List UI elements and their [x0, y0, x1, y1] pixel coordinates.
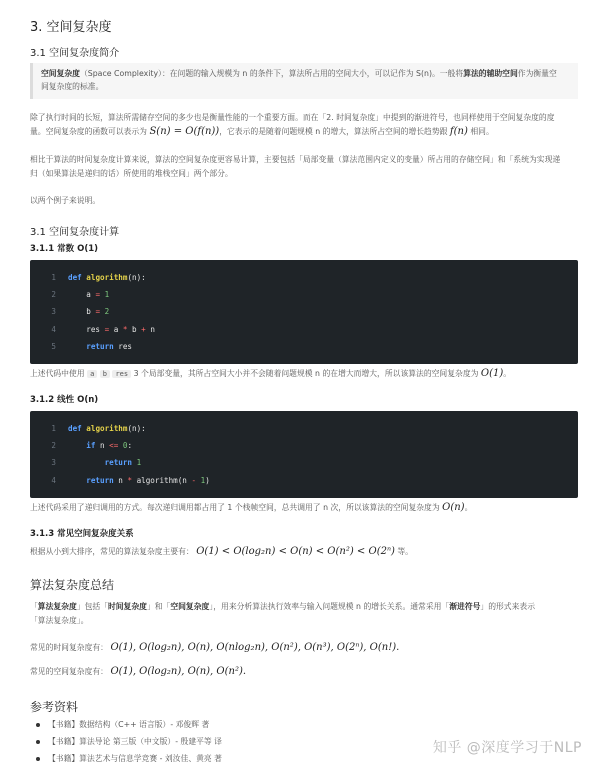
- code-token: +: [141, 324, 146, 334]
- reference-text: 【书籍】数据结构（C++ 语言版）- 邓俊辉 著: [48, 720, 210, 729]
- code-line: [30, 338, 578, 355]
- space-complexity-list: [30, 665, 246, 679]
- code-token: return: [68, 458, 133, 468]
- summary-title: 算法复杂度总结: [30, 578, 115, 592]
- paragraph: [30, 545, 413, 559]
- code-token: 1: [196, 475, 206, 485]
- code-token: if: [68, 441, 96, 451]
- code-token: <=: [109, 441, 119, 451]
- code-token: 1: [100, 290, 110, 300]
- summary-line2: 「算法复杂度」。: [30, 616, 89, 625]
- bullet-icon: [36, 757, 40, 761]
- line-number: 2: [51, 290, 56, 300]
- p1-math2: f(n): [449, 126, 468, 137]
- code-token: algorithm: [86, 424, 128, 433]
- code-block: [30, 260, 578, 364]
- p2-line2: 归（如果算法是递归的话）所使用的堆栈空间」两个部分。: [30, 169, 233, 178]
- line-number: 4: [51, 475, 56, 485]
- quote-end: 作为衡量空: [517, 69, 557, 78]
- bullet-icon: [36, 740, 40, 744]
- code-token: ): [205, 475, 210, 485]
- line-number: 3: [51, 458, 56, 468]
- line-number: 5: [51, 341, 56, 351]
- section-title: 3. 空间复杂度: [30, 20, 112, 35]
- code-token: def: [68, 273, 87, 282]
- p1-line2: [30, 125, 590, 139]
- code-line: [30, 269, 578, 286]
- code-line: [30, 454, 578, 471]
- code-token: a: [109, 324, 123, 334]
- list-item: [36, 752, 222, 769]
- bold-term: 空间复杂度: [170, 602, 210, 611]
- code-line: [30, 286, 578, 303]
- line-number: 1: [51, 273, 56, 282]
- time-complexity-list: [30, 641, 399, 655]
- bold-term: 渐进符号: [449, 602, 481, 611]
- code-token: 1: [132, 458, 142, 468]
- code-line: [30, 437, 578, 454]
- p1-d: 相同。: [470, 127, 494, 136]
- quote-en: （Space Complexity）: [79, 69, 162, 78]
- p1-math: S(n) = O(f(n)): [149, 126, 220, 137]
- code-token: (n):: [127, 273, 146, 282]
- inline-code: res: [112, 370, 131, 378]
- text: 「: [30, 602, 38, 611]
- quote-term: 空间复杂度: [41, 69, 80, 78]
- line-number: 1: [51, 424, 56, 433]
- paragraph: 上述代码采用了递归调用的方式。每次递归调用都占用了 1 个栈帧空间，总共调用了 n 次，所以该算法的空间复杂度为 O(n)。: [30, 502, 473, 513]
- time-math: O(1), O(log₂n), O(n), O(nlog₂n), O(n²), O(n³), O(2ⁿ), O(n!).: [110, 642, 400, 653]
- code-token: *: [122, 324, 128, 334]
- code-token: n: [95, 441, 110, 451]
- bold-term: 算法复杂度: [37, 602, 77, 611]
- code-token: :: [127, 441, 133, 451]
- paragraph: 以两个例子来说明。: [30, 196, 101, 205]
- paragraph: [30, 111, 590, 139]
- code-line: [30, 303, 578, 320]
- code-block: [30, 411, 578, 498]
- code-token: (n):: [127, 424, 146, 433]
- subsection-title: 3.1 空间复杂度简介: [30, 48, 120, 59]
- space-label: 常见的空间复杂度有：: [30, 667, 108, 676]
- p1-line1: 除了执行时间的长短，算法所需储存空间的多少也是衡量性能的一个重要方面。而在「2. 时间复杂度」中提到的渐进符号，也同样使用于空间复杂度的度: [30, 113, 555, 122]
- s311-desc-a: 上述代码中使用: [30, 369, 85, 378]
- p2-line1: 相比于算法的时间复杂度计算来说，算法的空间复杂度更容易计算，主要包括「局部变量（算法范围内定义的变量）所占用的存储空间」和「系统为实现递: [30, 155, 561, 164]
- summary-paragraph: [30, 600, 590, 628]
- line-number: 4: [51, 324, 56, 334]
- summary-line1: [30, 600, 590, 614]
- code-token: return: [68, 475, 114, 485]
- quote-line2: 间复杂度的标准。: [41, 82, 104, 91]
- code-token: return: [68, 341, 114, 351]
- references-title: 参考资料: [30, 700, 79, 714]
- inline-code: b: [100, 370, 110, 378]
- bold-term: 时间复杂度: [107, 602, 147, 611]
- time-label: 常见的时间复杂度有：: [30, 643, 108, 652]
- subsection-title: 3.1 空间复杂度计算: [30, 227, 120, 238]
- inline-code: a: [87, 370, 97, 378]
- reference-text: 【书籍】算法导论 第三版（中文版）- 殷建平等 译: [48, 737, 222, 746]
- subsubsection-title: 3.1.3 常见空间复杂度关系: [30, 529, 134, 539]
- code-token: =: [104, 324, 110, 334]
- code-token: algorithm(n: [132, 475, 192, 485]
- s311-math: O(1): [480, 368, 504, 379]
- text: 」，用来分析算法执行效率与输入问题规模 n 的增长关系。通常采用「: [209, 602, 450, 611]
- line-number: 2: [51, 441, 56, 451]
- code-token: n: [145, 324, 155, 334]
- code-token: n: [113, 475, 128, 485]
- s312-desc: 上述代码采用了递归调用的方式。每次递归调用都占用了 1 个栈帧空间，总共调用了 n 次，所以该算法的空间复杂度为: [30, 503, 440, 512]
- definition-quote: [30, 63, 578, 99]
- text: 」和「: [146, 602, 171, 611]
- s313-desc: 根据从小到大排序，常见的算法复杂度主要有：: [30, 547, 194, 556]
- space-math: O(1), O(log₂n), O(n), O(n²).: [110, 666, 247, 677]
- paragraph: [30, 153, 590, 181]
- subsubsection-title: 3.1.1 常数 O(1): [30, 244, 99, 254]
- text: 」包括「: [76, 602, 108, 611]
- text: 」的形式来表示: [480, 602, 535, 611]
- code-line: [30, 420, 578, 437]
- list-item: [36, 735, 222, 752]
- s312-math: O(n): [442, 502, 465, 513]
- code-token: algorithm: [86, 273, 128, 282]
- code-token: *: [127, 475, 133, 485]
- code-token: a: [68, 290, 96, 300]
- code-token: b: [127, 324, 142, 334]
- references-list: [36, 718, 222, 769]
- code-line: [30, 472, 578, 489]
- s313-end: 等。: [397, 547, 413, 556]
- quote-mid: ：在问题的输入规模为 n 的条件下，算法所占用的空间大小，可以记作为 S(n)。一般将: [161, 69, 464, 78]
- watermark: 知乎 @深度学习于NLP: [432, 740, 582, 756]
- list-item: [36, 718, 222, 735]
- code-token: 2: [100, 307, 110, 317]
- code-token: =: [95, 307, 101, 317]
- code-token: -: [191, 475, 197, 485]
- subsubsection-title: 3.1.2 线性 O(n): [30, 395, 99, 405]
- p1-c: ，它表示的是随着问题规模 n 的增大，算法所占空间的增长趋势跟: [219, 127, 448, 136]
- paragraph: 上述代码中使用 a b res 3 个局部变量，其所占空间大小并不会随着问题规模 n 的在增大而增大，所以该算法的空间复杂度为 O(1)。: [30, 368, 512, 379]
- code-token: =: [95, 290, 101, 300]
- reference-text: 【书籍】算法艺术与信息学竞赛 - 刘汝佳、黄亮 著: [48, 754, 222, 763]
- s313-math: O(1) < O(log₂n) < O(n) < O(n²) < O(2ⁿ): [196, 546, 395, 557]
- s311-desc-b: 3 个局部变量，其所占空间大小并不会随着问题规模 n 的在增大而增大，所以该算法的空间复杂度为: [133, 369, 479, 378]
- bullet-icon: [36, 723, 40, 727]
- code-token: 0: [118, 441, 128, 451]
- p1-b: 量。空间复杂度的函数可以表示为: [30, 127, 147, 136]
- code-token: def: [68, 424, 87, 433]
- quote-bold: 算法的辅助空间: [463, 69, 518, 78]
- code-line: [30, 321, 578, 338]
- line-number: 3: [51, 307, 56, 317]
- code-token: res: [68, 324, 105, 334]
- code-token: b: [68, 307, 96, 317]
- code-token: res: [113, 341, 133, 351]
